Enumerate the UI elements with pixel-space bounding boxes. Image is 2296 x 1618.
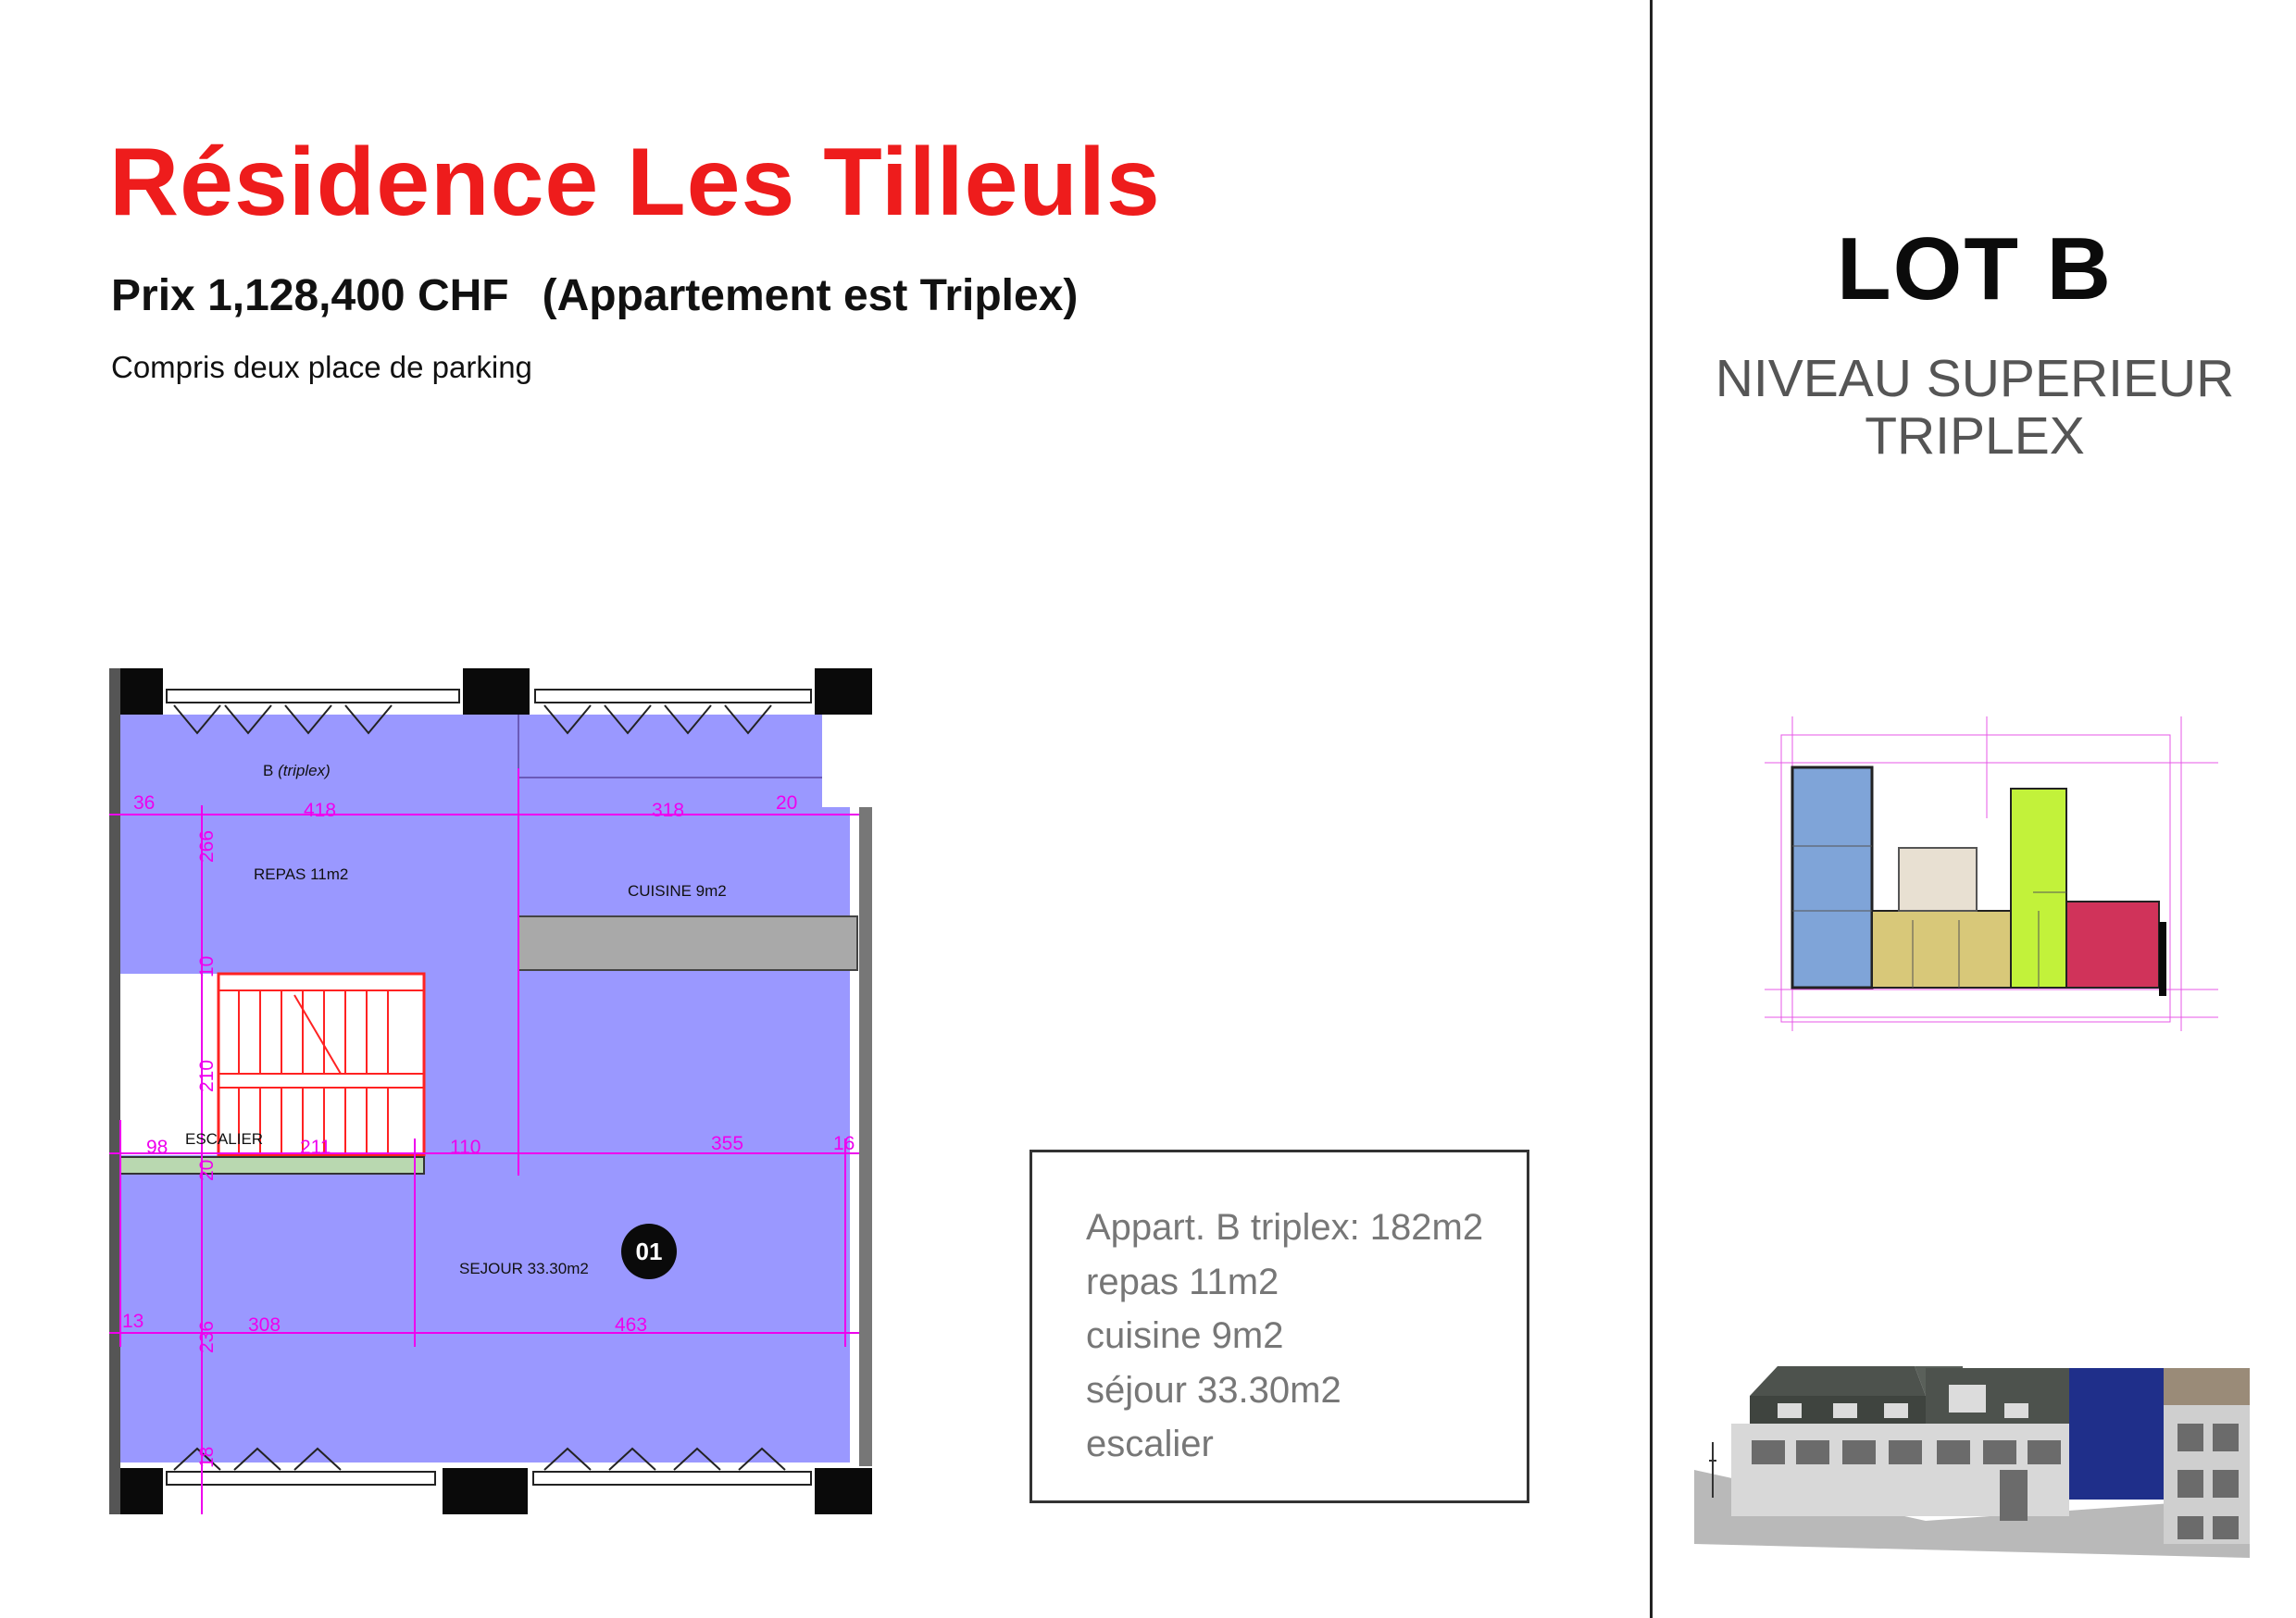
room-label-cuisine: CUISINE 9m2: [628, 882, 727, 900]
unit-type-text: (Appartement est Triplex): [542, 271, 1079, 320]
summary-cuisine: cuisine 9m2: [1086, 1315, 1284, 1356]
room-label-repas: REPAS 11m2: [254, 865, 349, 883]
summary-sejour: séjour 33.30m2: [1086, 1369, 1341, 1411]
unit-label: B (triplex): [263, 762, 331, 779]
summary-escalier: escalier: [1086, 1424, 1214, 1464]
dim-308: 308: [248, 1314, 281, 1336]
room-badge: [621, 1224, 677, 1279]
dim-13: 13: [122, 1311, 144, 1332]
price-text: Prix 1,128,400 CHF: [111, 271, 509, 320]
summary-total: Appart. B triplex: 182m2: [1086, 1207, 1484, 1248]
dim-20b: 20: [196, 1159, 218, 1181]
kitchen-counter: [518, 916, 857, 970]
building-facade: [1694, 1359, 2250, 1562]
dim-211: 211: [300, 1137, 331, 1158]
parking-note: Compris deux place de parking: [111, 350, 532, 384]
dim-266: 266: [196, 829, 218, 863]
level-label: [1653, 350, 2296, 465]
dim-463: 463: [615, 1314, 648, 1336]
floor-plan: [109, 657, 887, 1518]
dim-16: 16: [833, 1133, 855, 1154]
dim-36: 36: [133, 792, 156, 814]
room-label-sejour: SEJOUR 33.30m2: [459, 1260, 589, 1277]
dim-318: 318: [652, 800, 685, 821]
price-line: [111, 270, 1078, 321]
site-unit-a: [1792, 767, 1872, 988]
dim-355: 355: [711, 1133, 744, 1154]
dim-10: 10: [196, 955, 218, 977]
dim-210: 210: [196, 1059, 218, 1092]
dim-98: 98: [146, 1137, 168, 1158]
room-badge-text: 01: [635, 1238, 663, 1265]
level-line-1: NIVEAU SUPERIEUR: [1715, 349, 2235, 408]
dim-20: 20: [776, 792, 798, 814]
vertical-divider: [1650, 0, 1653, 1618]
summary-repas: repas 11m2: [1086, 1261, 1279, 1302]
page-title: Résidence Les Tilleuls: [109, 129, 1161, 236]
dim-418: 418: [304, 800, 337, 821]
level-line-2: TRIPLEX: [1865, 406, 2085, 466]
lot-title: LOT B: [1837, 219, 2113, 318]
room-label-escalier: ESCALIER: [185, 1130, 264, 1148]
site-unit-d: [2066, 902, 2159, 988]
highlighted-unit: [2069, 1368, 2164, 1500]
dim-18: 18: [196, 1446, 218, 1468]
dim-110: 110: [450, 1137, 481, 1158]
site-unit-b: [1872, 911, 2011, 988]
dim-236: 236: [196, 1320, 218, 1353]
site-plan: [1755, 707, 2246, 1050]
surface-summary-box: [1029, 1150, 1529, 1503]
